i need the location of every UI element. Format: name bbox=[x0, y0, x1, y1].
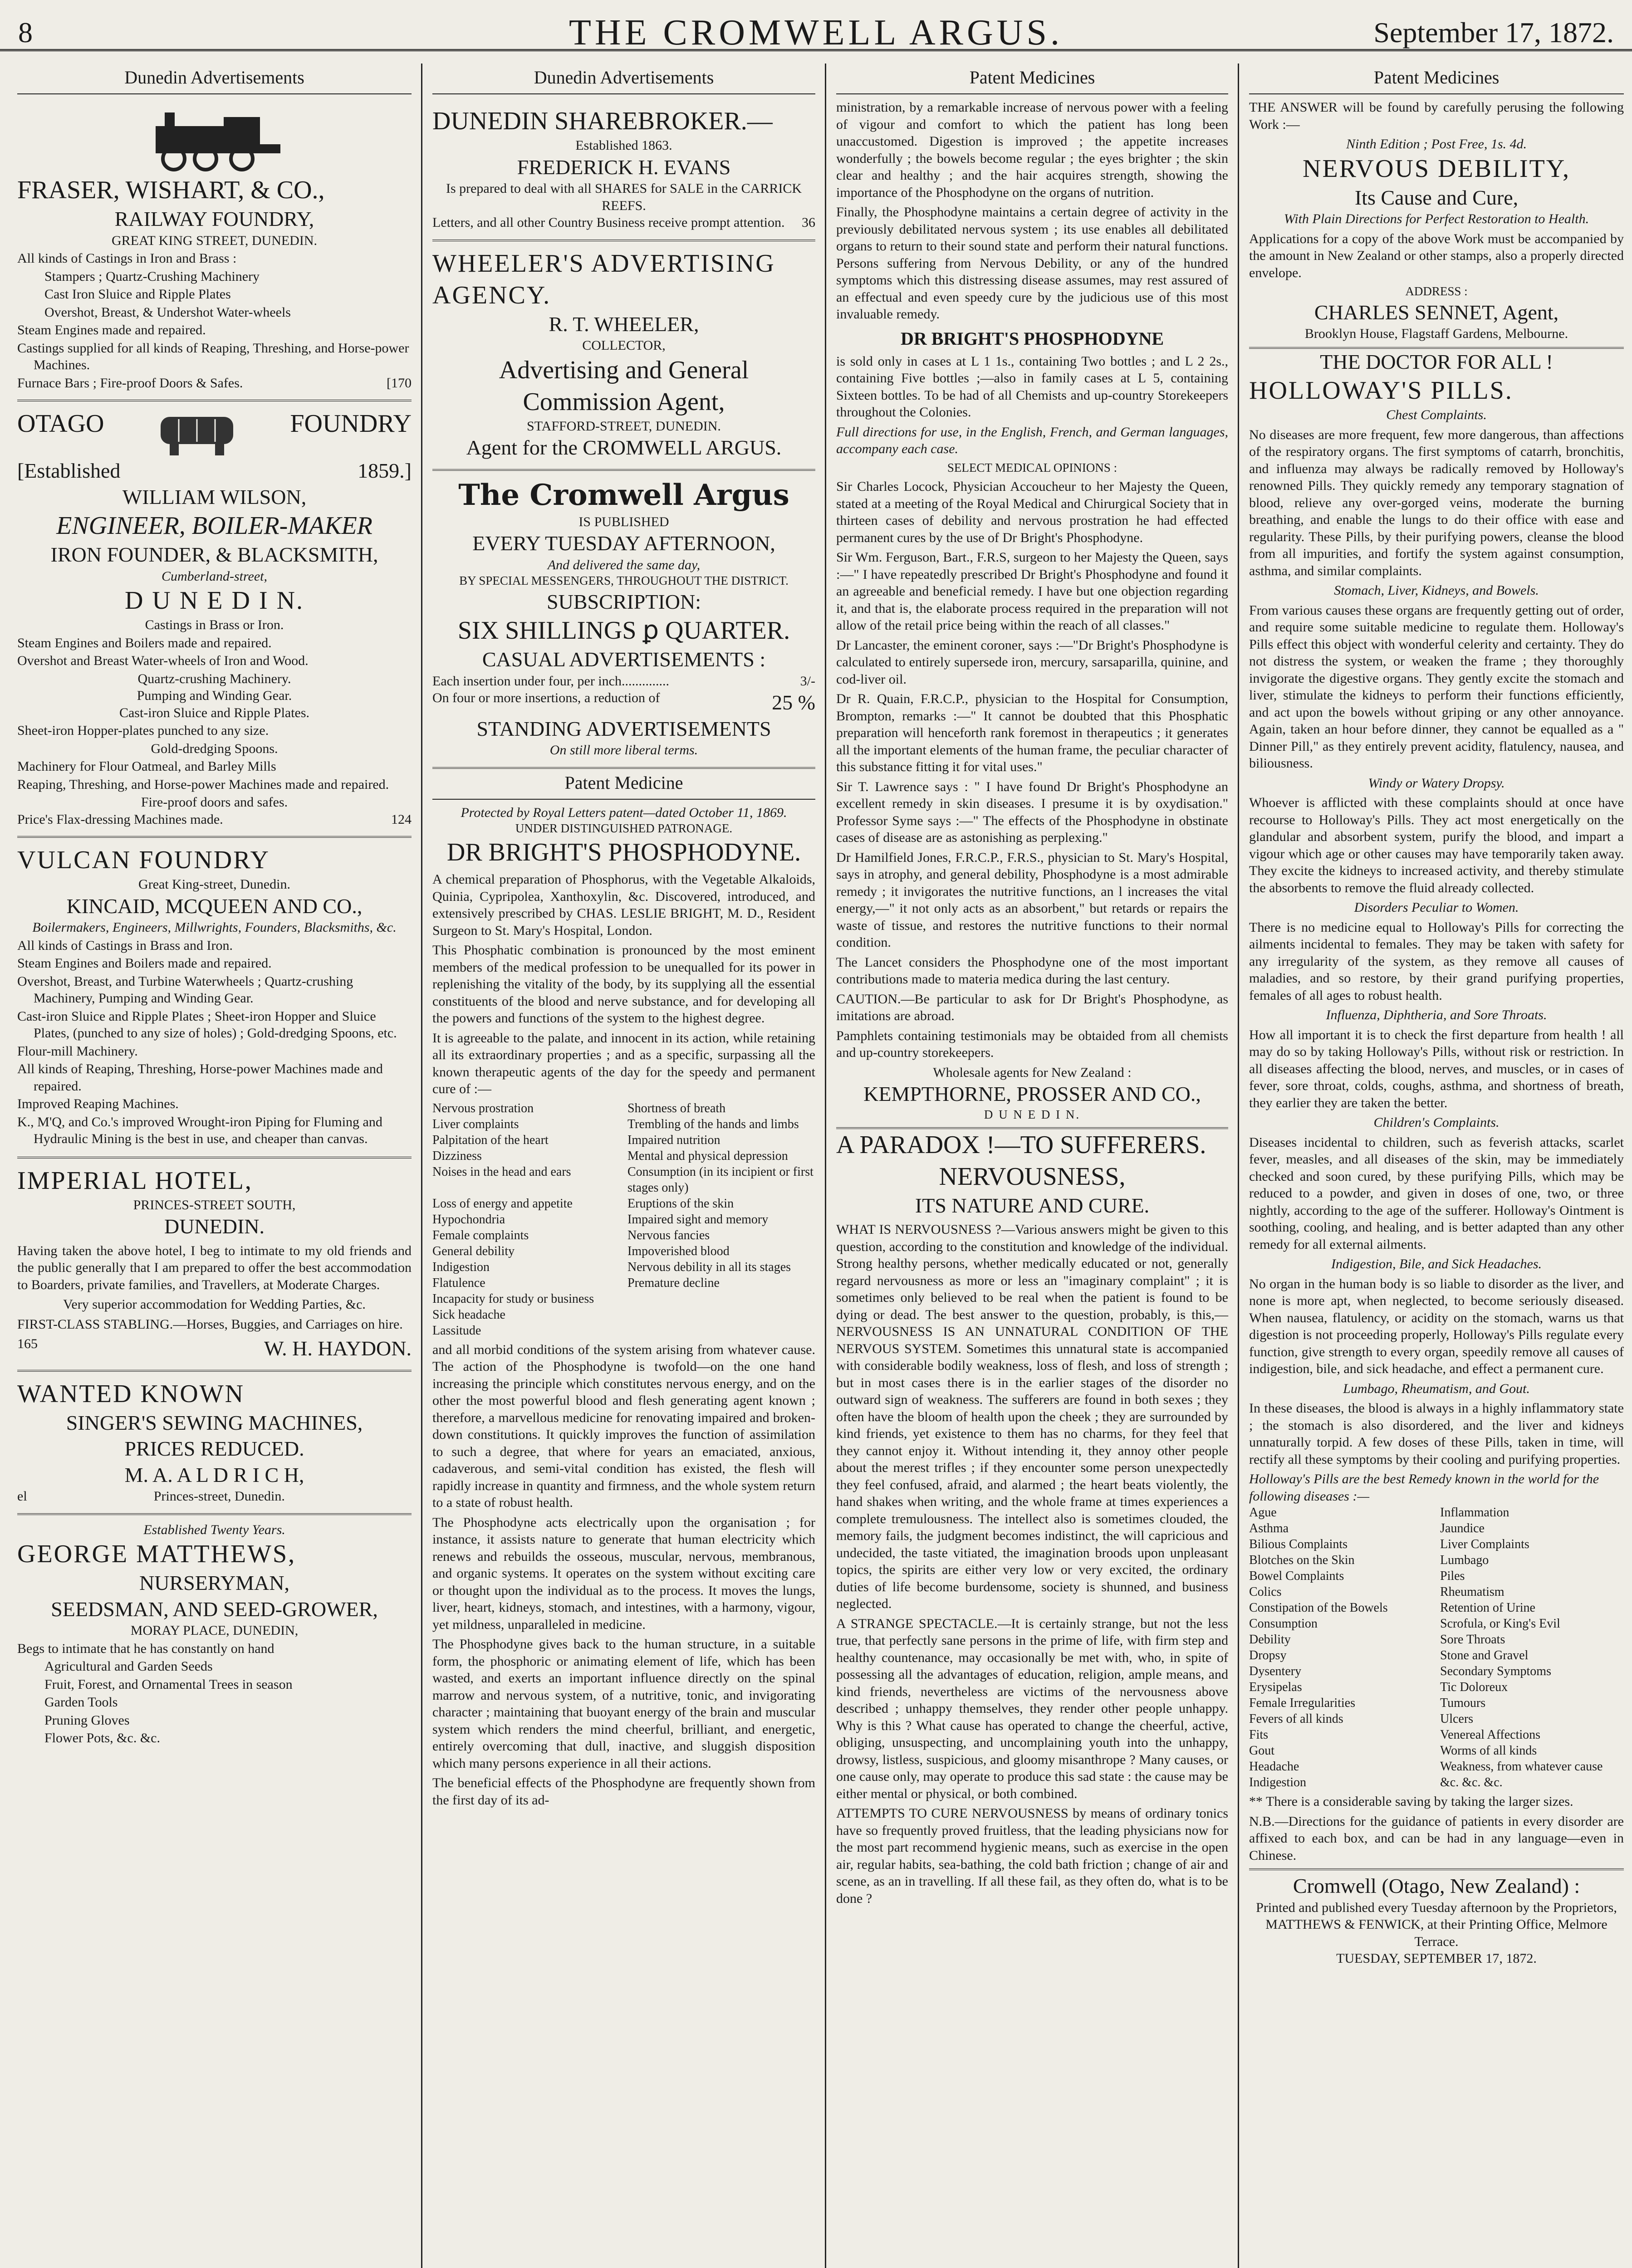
paper-title: THE CROMWELL ARGUS. bbox=[569, 13, 1063, 53]
list-item: Lassitude bbox=[432, 1323, 481, 1338]
list-item: Secondary Symptoms bbox=[1440, 1664, 1551, 1679]
nursery-intro: Begs to intimate that he has constantly on hand bbox=[17, 1641, 274, 1656]
book-subtitle: Its Cause and Cure, bbox=[1354, 186, 1519, 209]
wanted-sub2: PRICES REDUCED. bbox=[124, 1437, 304, 1460]
subheading: Stomach, Liver, Kidneys, and Bowels. bbox=[1334, 583, 1539, 598]
column-heading: Patent Medicines bbox=[1249, 66, 1624, 94]
hotel-city: DUNEDIN. bbox=[164, 1215, 265, 1238]
sharebroker-advert bbox=[432, 99, 815, 241]
list-item: Consumption (in its incipient or first stages only) bbox=[627, 1164, 814, 1195]
paragraph: Dr Lancaster, the eminent coroner, says :—"Dr Bright's Phosphodyne is calculated to entirely supersede iron, mercury, sarsaparilla, quinine, and cod-liver oil. bbox=[836, 637, 1228, 687]
list-item: Trembling of the hands and limbs bbox=[627, 1117, 799, 1131]
list-item: Sick headache bbox=[432, 1307, 505, 1322]
agents-label: Wholesale agents for New Zealand : bbox=[933, 1065, 1132, 1080]
list-item: Dropsy bbox=[1249, 1648, 1287, 1663]
agency-services: Advertising and General Commission Agent, bbox=[499, 356, 749, 416]
agents-city: D U N E D I N. bbox=[836, 1107, 1228, 1129]
list-item bbox=[627, 1323, 815, 1339]
list-item: Shortness of breath bbox=[627, 1101, 726, 1115]
boiler-icon bbox=[152, 408, 242, 458]
nervousness-sub: ITS NATURE AND CURE. bbox=[915, 1193, 1150, 1217]
list-item: Nervous prostration bbox=[432, 1101, 534, 1115]
rate-line: Each insertion under four, per inch.............. bbox=[432, 673, 669, 689]
list-item bbox=[627, 1307, 815, 1323]
argus-pub: IS PUBLISHED bbox=[578, 514, 669, 529]
list-item: Fevers of all kinds bbox=[1249, 1712, 1343, 1726]
advert-number: 124 bbox=[391, 811, 412, 827]
list-item: Asthma bbox=[1249, 1521, 1289, 1536]
subheading: Windy or Watery Dropsy. bbox=[1368, 775, 1505, 791]
paradox-title: A PARADOX !—TO SUFFERERS. bbox=[836, 1130, 1206, 1159]
paragraph: In these diseases, the blood is always in a highly inflammatory state ; the stomach is also disordered, and the liver and kidneys unnaturally torpid. A few doses of these Pills, taken in time, will rectify all these symptoms by their cooling and purifying properties. bbox=[1249, 1401, 1624, 1467]
wanted-known-advert bbox=[17, 1372, 412, 1515]
list-item: Ulcers bbox=[1440, 1712, 1474, 1726]
edition-note: Ninth Edition ; Post Free, 1s. 4d. bbox=[1346, 137, 1527, 152]
street: Cumberland-street, bbox=[161, 568, 268, 584]
service-line: All kinds of Castings in Iron and Brass : bbox=[17, 251, 237, 266]
service-line: Furnace Bars ; Fire-proof Doors & Safes. bbox=[17, 375, 243, 391]
list-item: Hypochondria bbox=[432, 1212, 505, 1227]
list-item: Female Irregularities bbox=[1249, 1696, 1356, 1711]
column-rule bbox=[825, 64, 826, 2268]
standing-terms: On still more liberal terms. bbox=[549, 743, 698, 758]
agents-name: KEMPTHORNE, PROSSER AND CO., bbox=[863, 1082, 1201, 1106]
product-title: DR BRIGHT'S PHOSPHODYNE bbox=[900, 328, 1164, 349]
remedy-intro: Holloway's Pills are the best Remedy known in the world for the following diseases :— bbox=[1249, 1471, 1599, 1504]
argus-subscription-notice bbox=[432, 471, 815, 769]
service-line: Fire-proof doors and safes. bbox=[141, 795, 288, 810]
paragraph: The Phosphodyne gives back to the human structure, in a suitable form, the phosphoric or animating element of life, which has been wasted, and exerts an important influence directly on the spinal marrow and nervous system, of a nutritive, tonic, and invigorating character ; maintaining that buoyant energy of the brain and muscular system which renders the mind cheerful, brilliant, and energetic, entirely overcoming that dull, inactive, and sluggish disposition which many persons experience in all their actions. bbox=[432, 1637, 815, 1771]
nursery-item: Agricultural and Garden Seeds bbox=[44, 1659, 213, 1674]
list-item: Rheumatism bbox=[1440, 1585, 1505, 1599]
established-label: [Established bbox=[17, 459, 121, 482]
list-item: Loss of energy and appetite bbox=[432, 1196, 573, 1211]
paragraph: A chemical preparation of Phosphorus, with the Vegetable Alkaloids, Quinia, Cypripolea, Xanthoxylin, &c. Discovered, introduced, and extensively prescribed by CHAS. LESLIE BRIGHT, M. D., Resident Surgeon to St. Mary's Hospital, London. bbox=[432, 872, 815, 938]
rate-line: On four or more insertions, a reduction of bbox=[432, 690, 660, 706]
wanted-title: WANTED KNOWN bbox=[17, 1379, 245, 1408]
nursery-address: MORAY PLACE, DUNEDIN, bbox=[130, 1623, 299, 1638]
paragraph: ATTEMPTS TO CURE NERVOUSNESS by means of ordinary tonics have so frequently proved fruitless, that the leading physicians now for the most part recommend hygienic means, such as exercise in the open air, regular habits, sea-bathing, the cold bath friction ; change of air and scene, as an in travelling. If all these fail, as they often do, what is to be done ? bbox=[836, 1806, 1228, 1906]
paragraph: Applications for a copy of the above Work must be accompanied by the amount in New Zealand or other stamps, also a properly directed envelope. bbox=[1249, 231, 1624, 280]
service-line: Stampers ; Quartz-Crushing Machinery bbox=[44, 269, 260, 284]
argus-delivery: And delivered the same day, bbox=[547, 557, 701, 572]
paragraph: Dr R. Quain, F.R.C.P., physician to the Hospital for Consumption, Brompton, remarks :—" It cannot be doubted that this Phosphatic preparation will henceforth rank foremost in therapeutics ; it generates all the important elements of the human frame, the peculiar character of this substance fitting it for vital uses." bbox=[836, 691, 1228, 775]
list-item: Noises in the head and ears bbox=[432, 1164, 571, 1179]
paragraph: It is agreeable to the palate, and innocent in its action, while retaining all its extraordinary properties ; and as a specific, surpassing all the known therapeutic agents of the day for the speedy and permanent cure of :— bbox=[432, 1030, 815, 1096]
paragraph: WHAT IS NERVOUSNESS ?—Various answers might be given to this question, according to the constitution and knowledge of the individual. Strong healthy persons, whether medically educated or not, generally regard nervousness as more or less an "imaginary complaint" ; it is sometimes only believed to be real when the patient is found to be dying or dead. The best answer to the question, probably, is this,—NERVOUSNESS IS AN UNNATURAL CONDITION OF THE NERVOUS SYSTEM. Sometimes this unnatural state is accompanied with considerable bodily weakness, loss of flesh, and loss of strength ; but in most cases there is in the earlier stages of the disorder no outward sign of weakness. The sufferers are found in both sexes ; they often have the bloom of health upon the cheek ; they are surrounded by kind friends, yet existence to them has no charms, for they feel that they cannot enjoy it. Without intending it, they annoy other people about the merest trifles ; if they encounter some person unexpectedly they feel confused, afraid, and alarmed ; the heart beats violently, the hand shakes when writing, and the whole frame at times experiences a complete tremulousness. The intellect also is sometimes clouded, the memory fails, the judgment becomes indistinct, the will capricious and undecided, the taste vitiated, the imagination broods upon unpleasant topics, the spirits are either very low or very excited, the ordinary duties of life become burdensome, society is shunned, and business neglected. bbox=[836, 1222, 1228, 1611]
city: D U N E D I N. bbox=[124, 587, 304, 615]
imprint-place: Cromwell (Otago, New Zealand) : bbox=[1293, 1874, 1580, 1898]
argus-messengers: BY SPECIAL MESSENGERS, THROUGHOUT THE DISTRICT. bbox=[459, 574, 789, 587]
subheading: Disorders Peculiar to Women. bbox=[1354, 900, 1519, 915]
imprint-date: TUESDAY, SEPTEMBER 17, 1872. bbox=[1336, 1951, 1537, 1966]
service-line: Price's Flax-dressing Machines made. bbox=[17, 811, 223, 827]
subheading: Influenza, Diphtheria, and Sore Throats. bbox=[1326, 1007, 1547, 1023]
paragraph: No diseases are more frequent, few more dangerous, than affections of the respiratory organs. The first symptoms of catarrh, bronchitis, and influenza may always be radically removed by Holloway's renowned Pills. They quickly remedy any temporary stagnation of blood, relieve any over-gorged veins, moderate the burning breathing, and enable the lungs to do their office with ease and regularity. These Pills, by their purifying powers, cleanse the blood from all impurities, and fortify the system against consumption, asthma, and similar complaints. bbox=[1249, 427, 1624, 578]
vulcan-foundry-advert bbox=[17, 838, 412, 1158]
paragraph: Sir T. Lawrence says : " I have found Dr Bright's Phosphodyne an excellent remedy in skin diseases. I presume it is by oxydisation." Professor Syme says :—" The effects of the Phosphodyne in obstinate cases of disease are as astonishing as perplexing." bbox=[836, 779, 1228, 846]
trade-title: ENGINEER, BOILER-MAKER bbox=[56, 512, 372, 540]
list-item: Impaired sight and memory bbox=[627, 1212, 769, 1227]
service-line: K., M'Q, and Co.'s improved Wrought-iron Piping for Fluming and Hydraulic Mining is the best in use, and cheaper than canvas. bbox=[17, 1114, 382, 1146]
nursery-trade2: SEEDSMAN, AND SEED-GROWER, bbox=[51, 1597, 378, 1621]
list-item: Impoverished blood bbox=[627, 1244, 730, 1258]
paragraph: Full directions for use, in the English, French, and German languages, accompany each case. bbox=[836, 424, 1228, 456]
list-item bbox=[627, 1291, 815, 1307]
column-3 bbox=[828, 64, 1236, 2268]
nursery-title: GEORGE MATTHEWS, bbox=[17, 1540, 296, 1568]
list-item: Liver Complaints bbox=[1440, 1537, 1529, 1552]
service-line: Cast-iron Sluice and Ripple Plates. bbox=[119, 705, 310, 720]
proprietor-name: WILLIAM WILSON, bbox=[122, 485, 307, 508]
broker-title: DUNEDIN SHAREBROKER.— bbox=[432, 107, 773, 135]
service-line: Steam Engines made and repaired. bbox=[17, 323, 206, 337]
paragraph: This Phosphatic combination is pronounced by the most eminent members of the medical profession to be unequalled for its power in replenishing the vitality of the body, by its supplying all the essential constituents of the blood and nerve substance, and for developing all the powers and functions of the system to the highest degree. bbox=[432, 943, 815, 1026]
list-item: General debility bbox=[432, 1244, 515, 1258]
paragraph: Sir Wm. Ferguson, Bart., F.R.S, surgeon to her Majesty the Queen, says :—" I have repeatedly prescribed Dr Bright's Phosphodyne and found it an agreeable and beneficial remedy. I have but one objection regarding it, and that is, the elaborate process required in the preparation will not allow of the retail price being within the reach of all classes." bbox=[836, 550, 1228, 633]
paragraph: and all morbid conditions of the system arising from whatever cause. The action of the Phosphodyne is twofold—on the one hand increasing the principle which constitutes nervous energy, and on the other the most powerful blood and flesh generating agent known ; therefore, a marvellous medicine for renovating impaired and broken-down constitutions. It quickly improves the function of assimilation to such a degree, that where for years an emaciated, anxious, cadaverous, and semi-vital condition has existed, the flesh will rapidly increase in quantity and firmness, and the whole system return to a state of robust health. bbox=[432, 1342, 815, 1510]
column-heading: Dunedin Advertisements bbox=[17, 66, 412, 94]
column-4 bbox=[1241, 64, 1632, 2268]
service-line: Steam Engines and Boilers made and repaired. bbox=[17, 635, 272, 650]
column-heading: Patent Medicines bbox=[836, 66, 1228, 94]
page-number: 8 bbox=[18, 16, 33, 49]
list-item: Jaundice bbox=[1440, 1521, 1485, 1536]
broker-name: FREDERICK H. EVANS bbox=[517, 155, 731, 179]
wheeler-advert bbox=[432, 241, 815, 471]
rate-value: 25 % bbox=[772, 691, 815, 714]
list-item: Gout bbox=[1249, 1744, 1274, 1758]
service-line: Flour-mill Machinery. bbox=[17, 1043, 138, 1059]
list-item: Tic Doloreux bbox=[1440, 1680, 1508, 1695]
standing-label: STANDING ADVERTISEMENTS bbox=[476, 717, 771, 740]
nursery-item: Pruning Gloves bbox=[44, 1712, 130, 1728]
matthews-advert bbox=[17, 1515, 412, 1756]
broker-body: Is prepared to deal with all SHARES for SALE in the CARRICK REEFS. bbox=[446, 181, 802, 213]
service-line: Castings in Brass or Iron. bbox=[145, 617, 284, 632]
advert-number: 165 bbox=[17, 1336, 38, 1351]
service-line: Machinery for Flour Oatmeal, and Barley Mills bbox=[17, 759, 276, 774]
paragraph: There is no medicine equal to Holloway's Pills for correcting the ailments incidental to females. They may be taken with safety for any irregularity of the system, as they remove all causes of maladies, and so restore, by their grand purifying properties, females of all ages to robust health. bbox=[1249, 919, 1624, 1003]
list-item: Consumption bbox=[1249, 1617, 1318, 1631]
subheading: Children's Complaints. bbox=[1373, 1115, 1500, 1130]
list-item: Bowel Complaints bbox=[1249, 1569, 1344, 1584]
column-rule bbox=[1238, 64, 1239, 2268]
paragraph: A STRANGE SPECTACLE.—It is certainly strange, but not the less true, that perfectly sane persons in the prime of life, with firm step and healthy countenance, may occasionally be met with, who, in spite of possessing all the advantages of education, religion, ample means, and kind friends, nevertheless are victims of the nervousness above described ; unhappy themselves, they render other people unhappy. Why is this ? What cause has operated to change the cheerful, active, obliging, unsuspecting, and uncomplaining youth into the unhappy, drowsy, listless, suspicious, and gloomy misanthrope ? Many causes, or one cause only, may operate to produce this sad state : the cause may be either mental or physical, or both combined. bbox=[836, 1616, 1228, 1801]
paragraph: ** There is a considerable saving by taking the larger sizes. bbox=[1249, 1794, 1573, 1809]
subscription-price: SIX SHILLINGS ꝑ QUARTER. bbox=[457, 616, 790, 645]
paragraph: ministration, by a remarkable increase of nervous power with a feeling of vigour and comfort to which the patient has long been unaccustomed. Digestion is improved ; the appetite increases wonderfully ; the bowels become regular ; the eyes brighter ; the skin clear and healthy ; and the hair acquires strength, showing the importance of the Phosphodyne on the organs of nutrition. bbox=[836, 100, 1228, 200]
firm-name: KINCAID, MCQUEEN AND CO., bbox=[66, 894, 363, 918]
list-item: Fits bbox=[1249, 1728, 1269, 1742]
paragraph: The beneficial effects of the Phosphodyne are frequently shown from the first day of its ad- bbox=[432, 1775, 815, 1808]
paragraph: Pamphlets containing testimonials may be obtaided from all chemists and up-country storekeepers. bbox=[836, 1028, 1228, 1061]
list-item: Female complaints bbox=[432, 1228, 529, 1242]
paragraph: From various causes these organs are frequently getting out of order, and require some suitable medicine to regulate them. Holloway's Pills effect this object with wonderful celerity and certainty. They do not distress the system, or weaken the frame ; they thoroughly invigorate the digestive organs. They gently excite the stomach and liver, stimulate the kidneys to perform their functions efficiently, and act upon the bowels without griping or any other annoyance. Again, taken an hour before dinner, they cannot be equalled as a " Dinner Pill," as they entirely prevent acidity, flatulency, nausea, and biliousness. bbox=[1249, 602, 1624, 771]
list-item: Lumbago bbox=[1440, 1553, 1489, 1568]
phosphodyne-advert bbox=[432, 772, 815, 1809]
list-item: Worms of all kinds bbox=[1440, 1744, 1537, 1758]
wanted-mark: el bbox=[17, 1489, 27, 1504]
paragraph: Diseases incidental to children, such as feverish attacks, scarlet fever, measles, and all diseases of the skin, may be immediately checked and soon cured, by these purifying Pills, which may be reduced to a powder, and given in doses of one, two, or three nightly, according to the age of the sufferer. Holloway's Ointment is soothing, cooling, and healing, and is better adapted than any other remedy for all external ailments. bbox=[1249, 1134, 1624, 1252]
broker-established: Established 1863. bbox=[575, 138, 672, 153]
list-item: Scrofula, or King's Evil bbox=[1440, 1617, 1560, 1631]
otago-foundry-advert bbox=[17, 401, 412, 838]
doctor-title: THE DOCTOR FOR ALL ! bbox=[1320, 350, 1553, 373]
list-item: Venereal Affections bbox=[1440, 1728, 1541, 1742]
fraser-advert bbox=[17, 99, 412, 401]
agent-name: CHARLES SENNET, Agent, bbox=[1314, 300, 1559, 324]
list-item: Indigestion bbox=[432, 1260, 490, 1274]
service-line: Quartz-crushing Machinery. bbox=[137, 671, 291, 686]
service-line: Overshot and Breast Water-wheels of Iron and Wood. bbox=[17, 653, 309, 668]
list-item: Piles bbox=[1440, 1569, 1465, 1584]
established-label: Established Twenty Years. bbox=[143, 1522, 285, 1537]
imprint-details: Printed and published every Tuesday afternoon by the Proprietors, MATTHEWS & FENWICK, at their Printing Office, Melmore Terrace. bbox=[1256, 1900, 1617, 1949]
argus-day: EVERY TUESDAY AFTERNOON, bbox=[472, 532, 775, 555]
list-item: Premature decline bbox=[627, 1276, 720, 1290]
list-item: Blotches on the Skin bbox=[1249, 1553, 1355, 1568]
firm-name: FRASER, WISHART, & CO., bbox=[17, 176, 325, 204]
list-item: Nervous fancies bbox=[627, 1228, 710, 1242]
paragraph: The Phosphodyne acts electrically upon the organisation ; for instance, it assists nature to generate that human electricity which renews and rebuilds the osseous, muscular, nervous, membranous, and organic systems. It operates on the system without exciting care or thought upon the individual as to the process. It moves the lungs, liver, heart, kidneys, stomach, and intestines, with a harmony, vigour, yet mildness, unparalleled in medicine. bbox=[432, 1515, 815, 1632]
wanted-address: Princes-street, Dunedin. bbox=[153, 1489, 285, 1504]
list-item: Inflammation bbox=[1440, 1505, 1509, 1520]
patronage: UNDER DISTINGUISHED PATRONAGE. bbox=[515, 821, 733, 836]
service-line: All kinds of Castings in Brass and Iron. bbox=[17, 938, 233, 953]
list-item: Flatulence bbox=[432, 1276, 485, 1290]
broker-note: Letters, and all other Country Business receive prompt attention. bbox=[432, 215, 785, 230]
column-2 bbox=[424, 64, 823, 2268]
argus-title: The Cromwell Argus bbox=[458, 478, 789, 512]
paragraph: CAUTION.—Be particular to ask for Dr Bright's Phosphodyne, as imitations are abroad. bbox=[836, 991, 1228, 1024]
list-item: Dizziness bbox=[432, 1149, 482, 1163]
list-item: Mental and physical depression bbox=[627, 1149, 788, 1163]
subheading: Lumbago, Rheumatism, and Gout. bbox=[1343, 1381, 1530, 1396]
service-line: Sheet-iron Hopper-plates punched to any size. bbox=[17, 723, 269, 738]
list-item: Erysipelas bbox=[1249, 1680, 1302, 1695]
subheading: Indigestion, Bile, and Sick Headaches. bbox=[1331, 1256, 1542, 1272]
hotel-street: PRINCES-STREET SOUTH, bbox=[133, 1197, 296, 1212]
column-1 bbox=[9, 64, 420, 2268]
list-item: Headache bbox=[1249, 1760, 1299, 1774]
service-line: Pumping and Winding Gear. bbox=[137, 688, 292, 703]
paragraph: is sold only in cases at L 1 1s., containing Two bottles ; and L 2 2s., containing Five bottles ;—also in family cases at L 5, containing Sixteen bottles. To be had of all Chemists and up-country Storekeepers throughout the Colonies. bbox=[836, 353, 1228, 420]
holloway-title: HOLLOWAY'S PILLS. bbox=[1249, 376, 1513, 405]
list-item: Dysentery bbox=[1249, 1664, 1302, 1679]
foundry-title-right: FOUNDRY bbox=[290, 410, 412, 438]
foundry-name: RAILWAY FOUNDRY, bbox=[114, 207, 314, 230]
list-item: Debility bbox=[1249, 1633, 1291, 1647]
advert-number: [170 bbox=[387, 375, 412, 391]
established-year: 1859.] bbox=[358, 459, 412, 482]
paragraph: Dr Hamilfield Jones, F.R.C.P., F.R.S., physician to St. Mary's Hospital, says in atrophy, and general debility, Phosphodyne is a most admirable remedy ; it invigorates the nutritive functions, an l increases the vital energy,—" it not only acts as an absorbent," but retards or repairs the waste of tissue, and restores the nutritive functions to their normal condition. bbox=[836, 850, 1228, 950]
nursery-item: Garden Tools bbox=[44, 1695, 118, 1710]
subheading: Chest Complaints. bbox=[1386, 407, 1487, 423]
service-line: Improved Reaping Machines. bbox=[17, 1096, 179, 1111]
hotel-body: Having taken the above hotel, I beg to intimate to my old friends and the public generally that I am prepared to offer the best accommodation to Boarders, private families, and Travellers, at Moderate Charges. bbox=[17, 1243, 412, 1292]
list-item: Weakness, from whatever cause bbox=[1440, 1760, 1603, 1774]
paragraph: Sir Charles Locock, Physician Accoucheur to her Majesty the Queen, stated at a meeting of the Royal Medical and Chirurgical Society that in thirteen cases of debility and nervous prostration he had effected permanent cures by the use of Dr Bright's Phosphodyne. bbox=[836, 479, 1228, 545]
service-line: All kinds of Reaping, Threshing, Horse-power Machines made and repaired. bbox=[17, 1061, 383, 1094]
service-line: Cast Iron Sluice and Ripple Plates bbox=[44, 287, 231, 302]
paragraph: No organ in the human body is so liable to disorder as the liver, and none is more apt, when neglected, to become seriously diseased. When nausea, flatulency, or acidity on the stomach, warns us that digestion is not proceeding properly, Holloway's Pills regulate every function, give strength to every organ, speedily remove all causes of indigestion, bile, and sick headache, and effect a permanent cure. bbox=[1249, 1276, 1624, 1377]
trades: Boilermakers, Engineers, Millwrights, Founders, Blacksmiths, &c. bbox=[32, 920, 397, 935]
list-item: Indigestion bbox=[1249, 1775, 1306, 1790]
list-item: Constipation of the Bowels bbox=[1249, 1601, 1388, 1615]
foundry-title: VULCAN FOUNDRY bbox=[17, 846, 270, 874]
book-title: NERVOUS DEBILITY, bbox=[1303, 154, 1570, 183]
hotel-signature: W. H. HAYDON. bbox=[264, 1337, 412, 1360]
list-item: Stone and Gravel bbox=[1440, 1648, 1529, 1663]
nervousness-title: NERVOUSNESS, bbox=[939, 1162, 1126, 1191]
complaints-list bbox=[432, 1100, 815, 1339]
address-label: ADDRESS : bbox=[1405, 284, 1468, 298]
list-item: Bilious Complaints bbox=[1249, 1537, 1348, 1552]
diseases-list bbox=[1249, 1505, 1624, 1790]
list-item: Nervous debility in all its stages bbox=[627, 1260, 791, 1274]
list-item: Impaired nutrition bbox=[627, 1133, 720, 1147]
service-line: Overshot, Breast, and Turbine Waterwheels ; Quartz-crushing Machinery, Pumping and Winding Gear. bbox=[17, 973, 353, 1006]
casual-label: CASUAL ADVERTISEMENTS : bbox=[482, 648, 766, 671]
wanted-sub: SINGER'S SEWING MACHINES, bbox=[66, 1411, 363, 1434]
list-item: Incapacity for study or business bbox=[432, 1291, 594, 1306]
hotel-wedding: Very superior accommodation for Wedding Parties, &c. bbox=[63, 1297, 366, 1312]
agency-note: Agent for the CROMWELL ARGUS. bbox=[466, 436, 782, 459]
book-tagline: With Plain Directions for Perfect Restoration to Health. bbox=[1284, 211, 1589, 226]
imperial-hotel-advert bbox=[17, 1158, 412, 1372]
nursery-item: Fruit, Forest, and Ornamental Trees in season bbox=[44, 1677, 293, 1692]
address: Great King-street, Dunedin. bbox=[138, 877, 290, 892]
paragraph: N.B.—Directions for the guidance of patients in every disorder are affixed to each box, and can be had in any language—even in Chinese. bbox=[1249, 1813, 1624, 1871]
address: GREAT KING STREET, DUNEDIN. bbox=[111, 233, 318, 248]
paragraph: How all important it is to check the first departure from health ! all may do so by taking Holloway's Pills, without risk or restriction. In all diseases affecting the blood, nerves, and muscles, or in cases of fever, sore throat, colds, coughs, asthma, and shortness of breath, they earlier they are taken the better. bbox=[1249, 1027, 1624, 1110]
hotel-stabling: FIRST-CLASS STABLING.—Horses, Buggies, and Carriages on hire. bbox=[17, 1316, 403, 1332]
advert-number: 36 bbox=[802, 215, 815, 230]
agency-address: STAFFORD-STREET, DUNEDIN. bbox=[527, 418, 721, 434]
issue-date: September 17, 1872. bbox=[1373, 16, 1614, 49]
opinions-label: SELECT MEDICAL OPINIONS : bbox=[947, 460, 1117, 474]
masthead bbox=[0, 8, 1632, 51]
service-line: Castings supplied for all kinds of Reaping, Threshing, and Horse-power Machines. bbox=[17, 340, 409, 372]
column-heading: Dunedin Advertisements bbox=[432, 66, 815, 94]
product-title: DR BRIGHT'S PHOSPHODYNE. bbox=[446, 838, 801, 866]
agent-address: Brooklyn House, Flagstaff Gardens, Melbourne. bbox=[1249, 325, 1624, 349]
list-item: Eruptions of the skin bbox=[627, 1196, 734, 1211]
service-line: Cast-iron Sluice and Ripple Plates ; Sheet-iron Hopper and Sluice Plates, (punched to any size of holes) ; Gold-dredging Spoons, etc. bbox=[17, 1008, 397, 1041]
list-item: Tumours bbox=[1440, 1696, 1486, 1711]
list-item: &c. &c. &c. bbox=[1440, 1775, 1503, 1790]
service-line: Gold-dredging Spoons. bbox=[151, 741, 278, 756]
locomotive-icon bbox=[147, 108, 283, 171]
list-item: Liver complaints bbox=[432, 1117, 519, 1131]
paragraph: The Lancet considers the Phosphodyne one of the most important contributions made to materia medica during the last century. bbox=[836, 954, 1228, 987]
paragraph: Whoever is afflicted with these complaints should at once have recourse to Holloway's Pills. They act most energetically on the glandular and absorbent system, purify the blood, and impart a vigour which age or other causes may have temporarily taken away. They excite the kidneys to increased activity, and thereby stimulate the absorbents to remove the fluid already collected. bbox=[1249, 795, 1624, 895]
list-item: Palpitation of the heart bbox=[432, 1133, 549, 1147]
patent-protection: Protected by Royal Letters patent—dated October 11, 1869. bbox=[461, 805, 787, 820]
section-heading: Patent Medicine bbox=[432, 772, 815, 800]
trade-sub: IRON FOUNDER, & BLACKSMITH, bbox=[50, 543, 378, 566]
hotel-title: IMPERIAL HOTEL, bbox=[17, 1166, 253, 1195]
agency-title: WHEELER'S ADVERTISING AGENCY. bbox=[432, 249, 775, 309]
agency-name: R. T. WHEELER, bbox=[549, 312, 699, 336]
list-item: Colics bbox=[1249, 1585, 1282, 1599]
service-line: Reaping, Threshing, and Horse-power Machines made and repaired. bbox=[17, 777, 389, 792]
service-line: Overshot, Breast, & Undershot Water-wheels bbox=[44, 304, 291, 320]
wanted-name: M. A. A L D R I C H, bbox=[124, 1463, 304, 1486]
nursery-trade: NURSERYMAN, bbox=[139, 1571, 289, 1594]
foundry-title-left: OTAGO bbox=[17, 410, 104, 438]
agency-role: COLLECTOR, bbox=[582, 338, 666, 353]
rate-value: 3/- bbox=[800, 673, 815, 689]
nursery-item: Flower Pots, &c. &c. bbox=[44, 1730, 160, 1745]
subscription-label: SUBSCRIPTION: bbox=[547, 590, 701, 613]
column-rule bbox=[421, 64, 422, 2268]
paragraph: Finally, the Phosphodyne maintains a certain degree of activity in the previously debilitated nervous system ; its use enables all debilitated organs to return to their sound state and perform their natural functions. Persons suffering from Nervous Debility, or any of the hundred symptoms which this distressing disease assumes, may rest assured of an effectual and even speedy cure by the judicious use of this most invaluable remedy. bbox=[836, 205, 1228, 322]
list-item: Retention of Urine bbox=[1440, 1601, 1535, 1615]
list-item: Ague bbox=[1249, 1505, 1277, 1520]
list-item: Sore Throats bbox=[1440, 1633, 1505, 1647]
paragraph: THE ANSWER will be found by carefully perusing the following Work :— bbox=[1249, 100, 1624, 132]
service-line: Steam Engines and Boilers made and repaired. bbox=[17, 956, 272, 971]
